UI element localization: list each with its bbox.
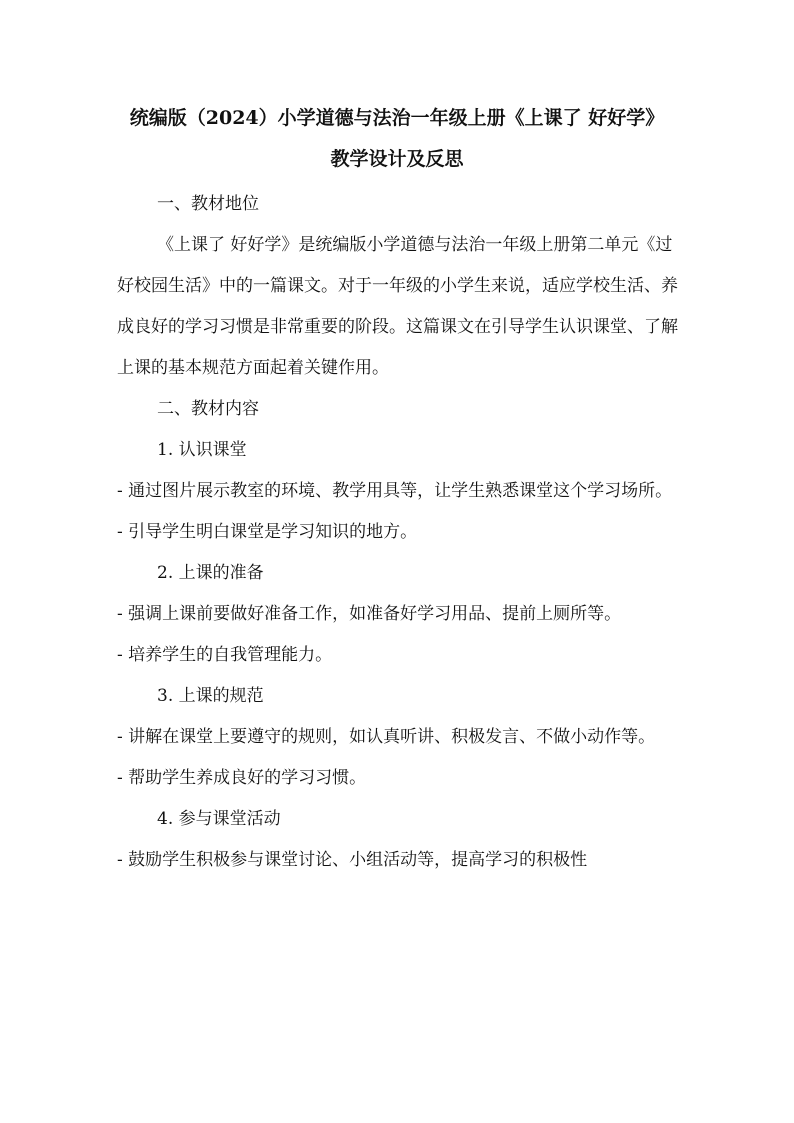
section-paragraph: 《上课了 好好学》是统编版小学道德与法治一年级上册第二单元《过好校园生活》中的一篇课文。对于一年级的小学生来说，适应学校生活、养成良好的学习习惯是非常重要的阶段。这篇课文在引导学生认识课堂、了解上课的基本规范方面起着关键作用。 bbox=[117, 235, 678, 378]
bullet-point: - 鼓励学生积极参与课堂讨论、小组活动等，提高学习的积极性 bbox=[117, 850, 588, 870]
bullet-point: - 通过图片展示教室的环境、教学用具等，让学生熟悉课堂这个学习场所。 bbox=[117, 481, 673, 501]
bullet-point: - 强调上课前要做好准备工作，如准备好学习用品、提前上厕所等。 bbox=[117, 604, 622, 624]
document-title: 统编版（2024）小学道德与法治一年级上册《上课了 好好学》 bbox=[129, 107, 665, 129]
document-subtitle: 教学设计及反思 bbox=[330, 148, 464, 170]
item-heading: 2. 上课的准备 bbox=[157, 563, 264, 583]
item-heading: 4. 参与课堂活动 bbox=[157, 809, 281, 829]
section-heading: 二、教材内容 bbox=[157, 399, 259, 419]
bullet-point: - 培养学生的自我管理能力。 bbox=[117, 645, 333, 665]
item-heading: 1. 认识课堂 bbox=[157, 440, 247, 460]
bullet-point: - 引导学生明白课堂是学习知识的地方。 bbox=[117, 522, 418, 542]
bullet-point: - 讲解在课堂上要遵守的规则，如认真听讲、积极发言、不做小动作等。 bbox=[117, 727, 656, 747]
section-heading: 一、教材地位 bbox=[157, 194, 259, 214]
bullet-point: - 帮助学生养成良好的学习习惯。 bbox=[117, 768, 367, 788]
document-body bbox=[117, 184, 681, 881]
item-heading: 3. 上课的规范 bbox=[157, 686, 264, 706]
